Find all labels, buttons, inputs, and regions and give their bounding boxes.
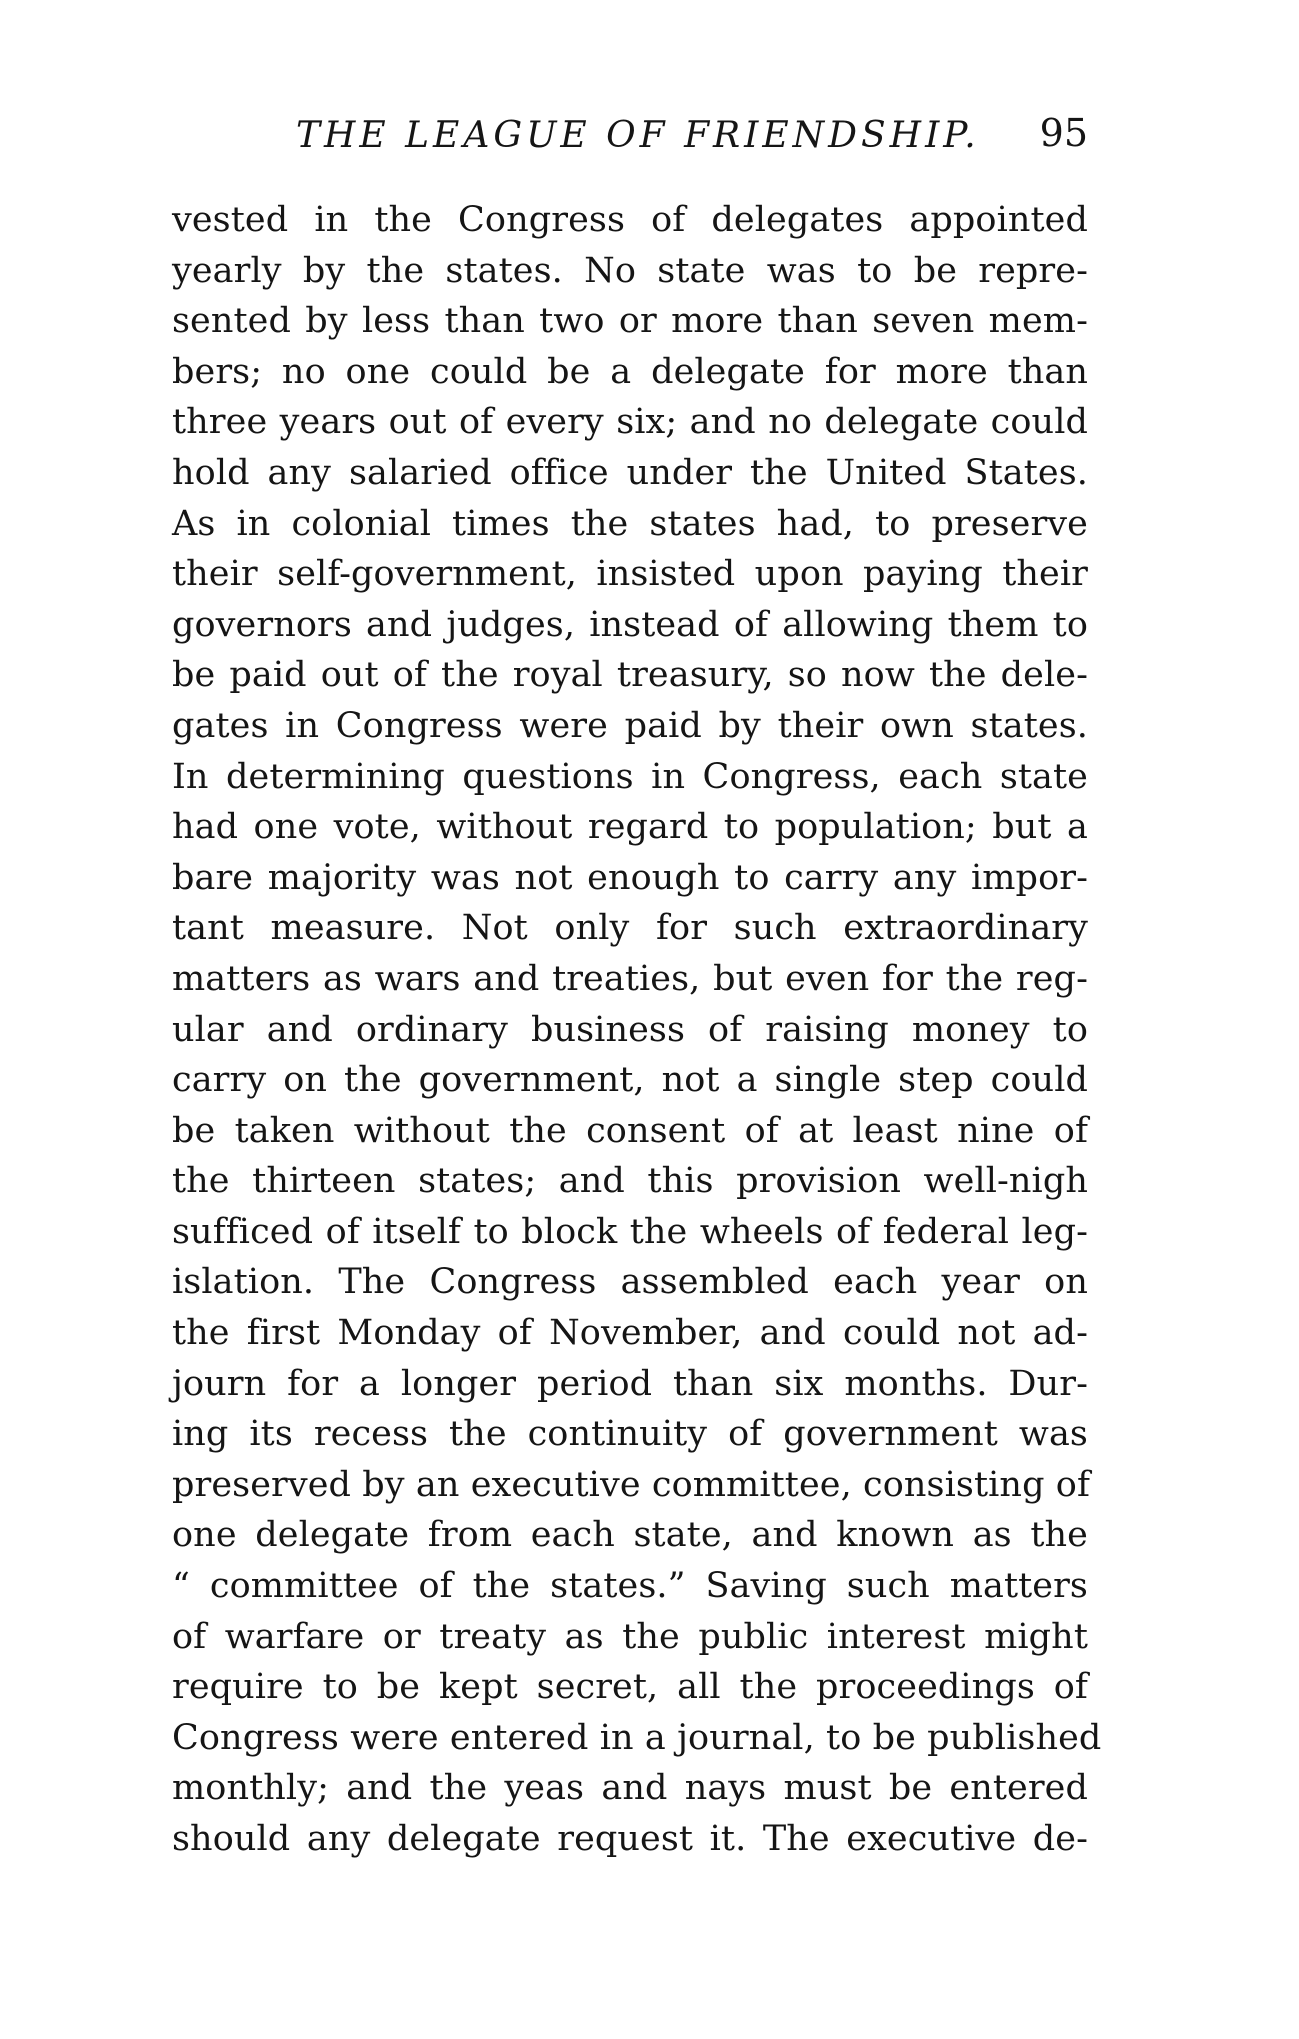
text-line: matters as wars and treaties, but even for the reg- [172,958,1088,999]
text-line: three years out of every six; and no delegate could [172,402,1088,443]
text-line: islation. The Congress assembled each year on [172,1262,1088,1303]
text-line: ular and ordinary business of raising money to [172,1009,1088,1050]
text-line: of warfare or treaty as the public interest might [172,1616,1088,1657]
page-number: 95 [1039,111,1088,155]
text-line: had one vote, without regard to population; but a [172,807,1088,848]
text-line: bers; no one could be a delegate for more than [172,351,1088,392]
text-line: sented by less than two or more than seven mem- [172,301,1088,342]
text-line: the thirteen states; and this provision well-nigh [172,1161,1088,1202]
text-line: sufficed of itself to block the wheels of federal leg- [172,1211,1088,1252]
text-line: governors and judges, instead of allowing them to [172,604,1088,645]
text-line: monthly; and the yeas and nays must be entered [172,1768,1088,1809]
text-line: one delegate from each state, and known as the [172,1515,1088,1556]
page-header [172,105,1088,175]
text-line: ing its recess the continuity of government was [172,1414,1088,1455]
text-line: tant measure. Not only for such extraordinary [172,908,1088,949]
text-line: journ for a longer period than six months. Dur- [172,1363,1088,1404]
text-line: be taken without the consent of at least nine of [172,1110,1088,1151]
text-line: hold any salaried office under the United States. [172,452,1088,493]
text-line: preserved by an executive committee, consisting of [172,1464,1091,1505]
text-line: bare majority was not enough to carry any impor- [172,857,1088,898]
body-text [172,195,1102,1865]
text-line: yearly by the states. No state was to be repre- [172,250,1088,291]
text-line: As in colonial times the states had, to preserve [172,503,1088,544]
text-line: should any delegate request it. The executive de- [172,1819,1088,1859]
text-line: vested in the Congress of delegates appointed [172,200,1088,240]
text-line: their self-government, insisted upon paying their [172,554,1088,595]
text-line: be paid out of the royal treasury, so now the dele- [172,655,1088,696]
text-line: gates in Congress were paid by their own states. [172,705,1088,746]
text-line: carry on the government, not a single step could [172,1060,1088,1101]
text-line: In determining questions in Congress, each state [172,756,1088,797]
text-line: the first Monday of November, and could not ad- [172,1313,1088,1354]
text-line: Congress were entered in a journal, to be published [172,1717,1102,1758]
text-line: require to be kept secret, all the proceedings of [172,1667,1088,1708]
running-title: THE LEAGUE OF FRIENDSHIP. [296,115,980,156]
text-line: “ committee of the states.” Saving such matters [172,1566,1088,1607]
